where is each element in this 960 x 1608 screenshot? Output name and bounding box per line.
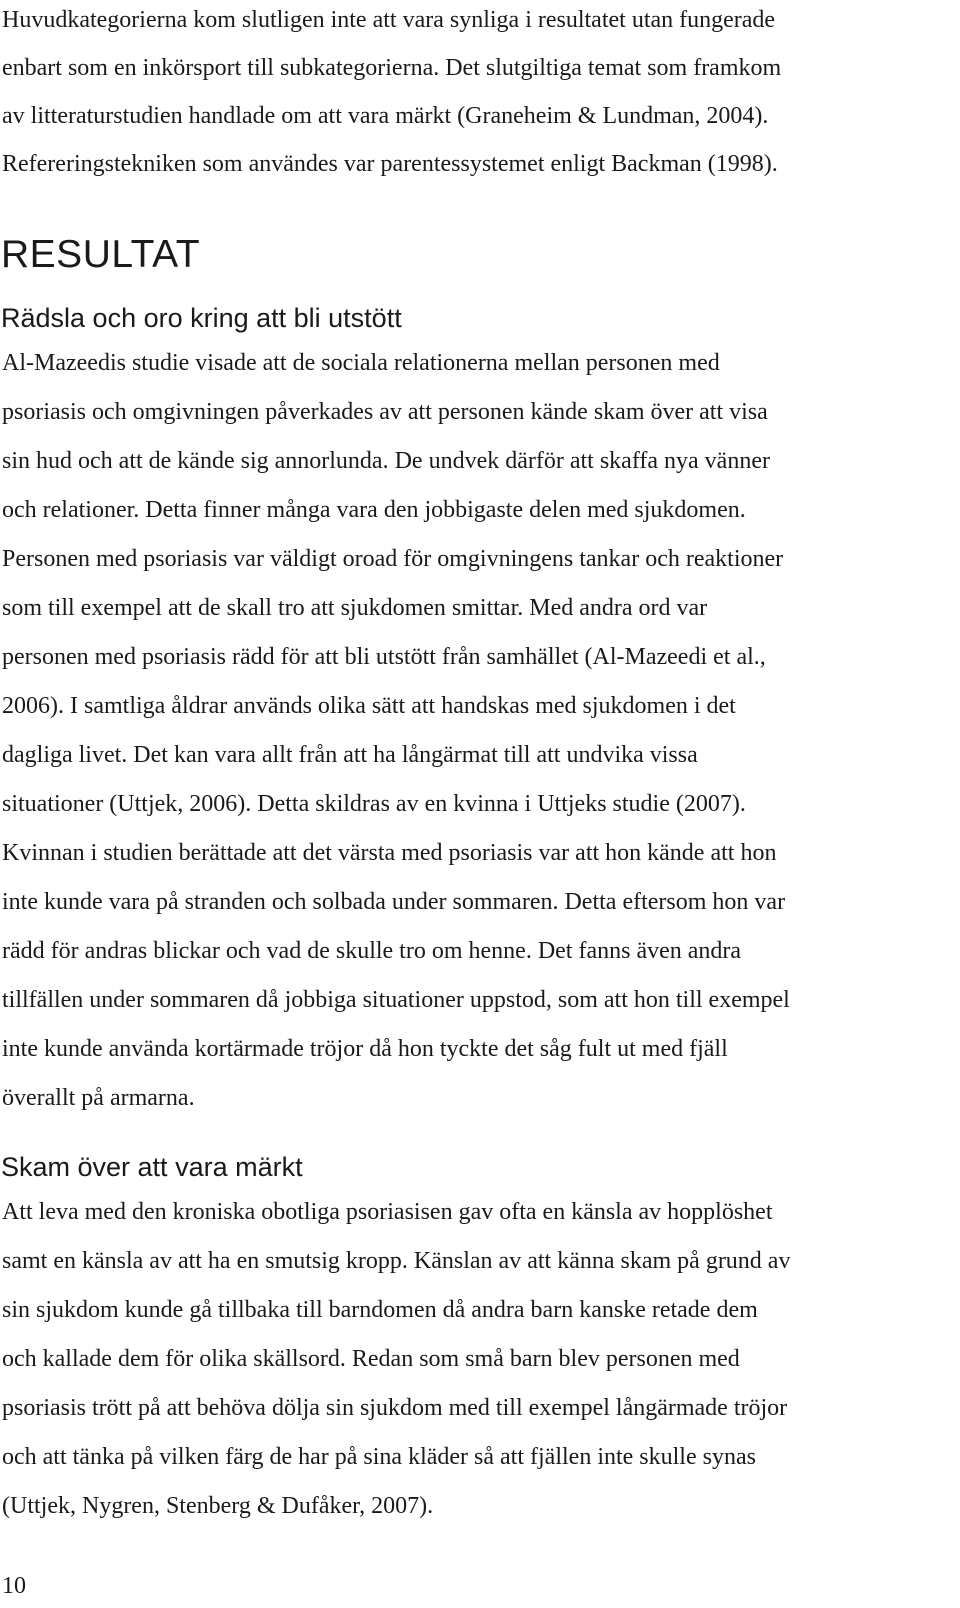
text-line: inte kunde använda kortärmade tröjor då hon tyckte det såg fult ut med fjäll xyxy=(2,1036,728,1062)
text-line: Kvinnan i studien berättade att det värsta med psoriasis var att hon kände att hon xyxy=(2,840,777,866)
text-line: sin sjukdom kunde gå tillbaka till barndomen då andra barn kanske retade dem xyxy=(2,1297,758,1323)
text-line: av litteraturstudien handlade om att vara märkt (Graneheim & Lundman, 2004). xyxy=(2,103,769,129)
text-line: och kallade dem för olika skällsord. Redan som små barn blev personen med xyxy=(2,1346,740,1372)
text-line: 2006). I samtliga åldrar används olika sätt att handskas med sjukdomen i det xyxy=(2,693,736,719)
text-line: Att leva med den kroniska obotliga psoriasisen gav ofta en känsla av hopplöshet xyxy=(2,1199,773,1225)
text-line: Refereringstekniken som användes var parentessystemet enligt Backman (1998). xyxy=(2,151,778,177)
text-line: som till exempel att de skall tro att sjukdomen smittar. Med andra ord var xyxy=(2,595,708,621)
text-line: (Uttjek, Nygren, Stenberg & Dufåker, 2007). xyxy=(2,1493,434,1519)
text-line: personen med psoriasis rädd för att bli utstött från samhället (Al-Mazeedi et al., xyxy=(2,644,766,670)
text-line: psoriasis och omgivningen påverkades av att personen kände skam över att visa xyxy=(2,399,768,425)
intro-paragraph xyxy=(2,0,781,188)
text-line: tillfällen under sommaren då jobbiga situationer uppstod, som att hon till exempel xyxy=(2,987,790,1013)
text-line: Huvudkategorierna kom slutligen inte att vara synliga i resultatet utan fungerade xyxy=(2,7,776,33)
section-heading-fear: Rädsla och oro kring att bli utstött xyxy=(1,303,402,333)
section-fear-paragraph xyxy=(2,339,790,1123)
text-line: överallt på armarna. xyxy=(2,1085,195,1111)
text-line: Personen med psoriasis var väldigt oroad för omgivningens tankar och reaktioner xyxy=(2,546,784,572)
text-line: inte kunde vara på stranden och solbada under sommaren. Detta eftersom hon var xyxy=(2,889,786,915)
text-line: samt en känsla av att ha en smutsig kropp. Känslan av att känna skam på grund av xyxy=(2,1248,791,1274)
text-line: situationer (Uttjek, 2006). Detta skildras av en kvinna i Uttjeks studie (2007). xyxy=(2,791,746,817)
text-line: Al-Mazeedis studie visade att de sociala relationerna mellan personen med xyxy=(2,350,720,376)
text-line: och att tänka på vilken färg de har på sina kläder så att fjällen inte skulle synas xyxy=(2,1444,756,1470)
text-line: psoriasis trött på att behöva dölja sin sjukdom med till exempel långärmade tröjor xyxy=(2,1395,788,1421)
result-heading: RESULTAT xyxy=(1,233,201,276)
text-line: och relationer. Detta finner många vara den jobbigaste delen med sjukdomen. xyxy=(2,497,746,523)
text-line: enbart som en inkörsport till subkategorierna. Det slutgiltiga temat som framkom xyxy=(2,55,782,81)
text-line: sin hud och att de kände sig annorlunda. De undvek därför att skaffa nya vänner xyxy=(2,448,770,474)
section-heading-shame: Skam över att vara märkt xyxy=(1,1152,303,1182)
text-line: dagliga livet. Det kan vara allt från att ha långärmat till att undvika vissa xyxy=(2,742,698,768)
page-number: 10 xyxy=(2,1573,26,1599)
section-shame-paragraph xyxy=(2,1188,790,1531)
text-line: rädd för andras blickar och vad de skulle tro om henne. Det fanns även andra xyxy=(2,938,742,964)
